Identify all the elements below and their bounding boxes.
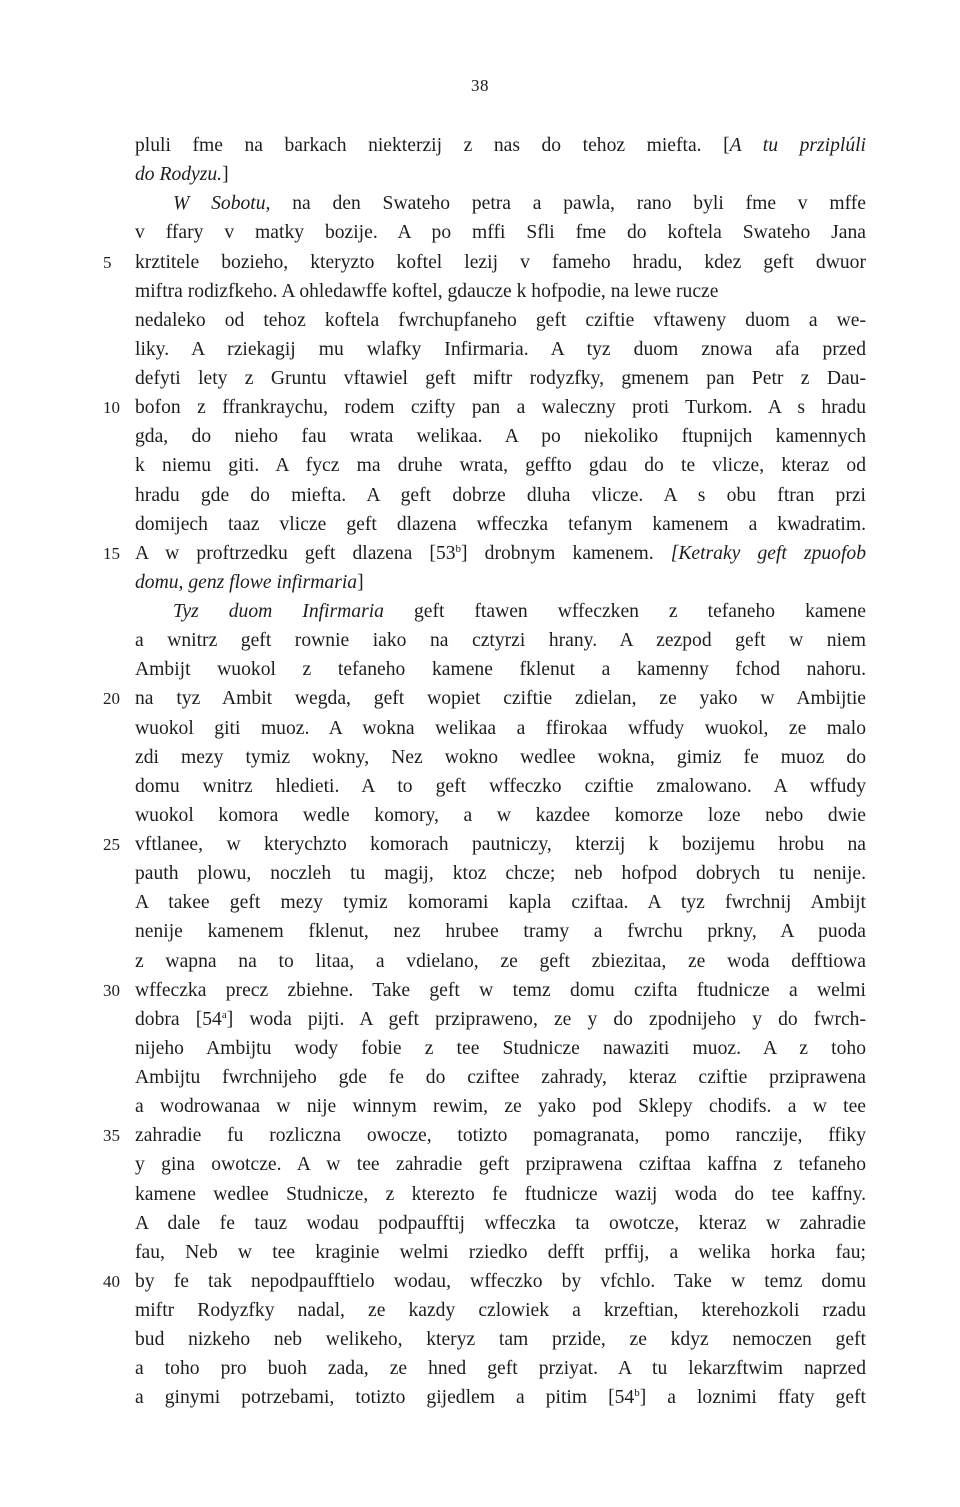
text-line — [135, 1063, 866, 1092]
text-segment: nenije kamenem fklenut, nez hrubee tramy a fwrchu prkny, A puoda — [135, 921, 866, 943]
text-segment: A takee geft mezy tymiz komorami kapla cziftaa. A tyz fwrchnij Ambijt — [135, 892, 866, 914]
line-number: 15 — [103, 543, 120, 563]
text-line — [135, 335, 866, 364]
text-segment: kamene wedlee Studnicze, z kterezto fe ftudnicze wazij woda do tee kaffny. — [135, 1183, 866, 1205]
line-number: 40 — [103, 1271, 120, 1291]
text-segment: y gina owotcze. A w tee zahradie geft prziprawena cziftaa kaffna z tefaneho — [135, 1154, 866, 1176]
text-segment: a ginymi potrzebami, totizto gijedlem a pitim [54 — [135, 1387, 635, 1409]
text-line — [135, 772, 866, 801]
folio-marker: b — [634, 1387, 640, 1400]
text-segment: bud nizkeho neb welikeho, kteryz tam przide, ze kdyz nemoczen geft — [135, 1329, 866, 1351]
text-line — [103, 1267, 866, 1296]
text-line — [135, 277, 866, 306]
folio-marker: b — [455, 542, 462, 555]
text-segment: gda, do nieho fau wrata welikaa. A po niekoliko ftupnijch kamennych — [135, 426, 866, 448]
text-segment: a toho pro buoh zada, ze hned geft prziyat. A tu lekarzftwim naprzed — [135, 1358, 866, 1380]
line-number: 25 — [103, 835, 120, 854]
text-segment: zahradie fu rozliczna owocze, totizto pomagranata, pomo ranczije, ffiky — [135, 1125, 866, 1147]
text-line — [103, 684, 866, 713]
folio-marker: a — [221, 1008, 227, 1021]
text-line — [135, 859, 866, 888]
text-segment: dobra [54 — [135, 1008, 222, 1030]
text-segment: bofon z ffrankraychu, rodem czifty pan a waleczny proti Turkom. A s hradu — [135, 397, 866, 419]
text-segment: domijech taaz vlicze geft dlazena wffeczka tefanym kamenem a kwadratim. — [135, 513, 866, 535]
text-line — [135, 801, 866, 830]
text-segment: defyti lety z Gruntu vftawiel geft miftr rodyzfky, gmenem pan Petr z Dau- — [135, 368, 866, 389]
line-number: 35 — [103, 1126, 120, 1146]
text-segment: liky. A rziekagij mu wlafky Infirmaria. A tyz duom znowa afa przed — [135, 338, 866, 360]
text-segment: hradu gde do miefta. A geft dobrze dluha vlicze. A s obu ftran przi — [135, 484, 866, 506]
text-line — [103, 393, 866, 422]
text-segment: na tyz Ambit wegda, geft wopiet cziftie zdielan, ze yako w Ambijtie — [135, 688, 866, 710]
text-line — [103, 248, 866, 277]
text-line — [103, 830, 866, 859]
text-line — [135, 189, 866, 218]
text-line — [135, 1354, 866, 1383]
text-segment: z wapna na to litaa, a vdielano, ze geft zbiezitaa, ze woda defftiowa — [135, 950, 866, 972]
text-line — [135, 1034, 866, 1063]
text-line — [135, 218, 866, 247]
text-segment: fau, Neb w tee kraginie welmi rziedko defft prffij, a welika horka fau; — [135, 1241, 866, 1263]
text-line — [103, 1121, 866, 1150]
text-segment: Ambijtu fwrchnijeho gde fe do cziftee zahrady, kteraz cziftie prziprawena — [135, 1067, 866, 1088]
text-line — [135, 306, 866, 335]
text-segment: pauth plowu, noczleh tu magij, ktoz chcze; neb hofpod dobrych tu nenije. — [135, 863, 866, 885]
text-block — [103, 131, 867, 1413]
text-line — [135, 655, 866, 684]
text-line — [135, 947, 866, 976]
line-number: 20 — [103, 689, 120, 709]
text-segment: Ambijt wuokol z tefaneho kamene fklenut a kamenny fchod nahoru. — [135, 659, 866, 681]
text-segment: by fe tak nepodpaufftielo wodau, wffeczko by vfchlo. Take w temz domu — [135, 1270, 866, 1292]
text-segment: na den Swateho petra a pawla, rano byli fme v mffe — [270, 193, 867, 215]
text-segment: ] — [222, 164, 229, 186]
text-segment: ] woda pijti. A geft przipraweno, ze y do zpodnijeho y do fwrch- — [226, 1008, 866, 1030]
text-segment: a wodrowanaa w nije winnym rewim, ze yako pod Sklepy chodifs. a w tee — [135, 1096, 866, 1118]
text-line — [135, 1092, 866, 1121]
text-line — [135, 481, 866, 510]
page-number: 38 — [471, 76, 489, 95]
text-line — [103, 976, 866, 1005]
line-number: 5 — [103, 252, 112, 272]
text-line — [135, 1180, 866, 1209]
text-line — [135, 131, 866, 160]
text-line — [135, 1150, 866, 1179]
text-line — [135, 1325, 866, 1354]
text-segment: vftlanee, w kterychzto komorach pautniczy, kterzij k bozijemu hrobu na — [135, 834, 866, 855]
text-line — [135, 568, 866, 597]
text-line — [135, 1238, 866, 1267]
text-segment: wuokol komora wedle komory, a w kazdee komorze loze nebo dwie — [135, 804, 866, 826]
line-number: 10 — [103, 398, 120, 418]
text-line — [135, 510, 866, 539]
text-segment: nijeho Ambijtu wody fobie z tee Studnicze nawaziti muoz. A z toho — [135, 1037, 866, 1059]
text-segment: miftr Rodyzfky nadal, ze kazdy czlowiek a krzeftian, kterehozkoli rzadu — [135, 1300, 866, 1321]
text-line — [135, 743, 866, 772]
text-segment: ] — [357, 571, 364, 593]
text-line — [135, 714, 866, 743]
text-line — [103, 539, 866, 568]
text-line — [135, 917, 866, 946]
text-line — [135, 1383, 866, 1412]
text-line — [135, 364, 866, 393]
italic-text: A tu prziplúli — [729, 135, 867, 156]
text-segment: geft ftawen wffeczken z tefaneho kamene — [383, 601, 866, 622]
text-segment: pluli fme na barkach niekterzij z nas do tehoz miefta. — [135, 135, 724, 156]
text-segment: krztitele bozieho, kteryzto koftel lezij v fameho hradu, kdez geft dwuor — [135, 251, 866, 273]
text-line — [135, 451, 866, 480]
text-line — [135, 597, 866, 626]
line-number: 30 — [103, 980, 120, 1000]
text-segment: ] a loznimi ffaty geft — [639, 1387, 866, 1409]
text-segment: A ohledawffe koftel, gdaucze k hofpodie, na lewe rucze — [277, 280, 719, 302]
italic-text: [Ketraky geft zpuofob — [670, 542, 866, 564]
text-segment: A w proftrzedku geft dlazena [53 — [135, 542, 456, 564]
text-segment: zdi mezy tymiz wokny, Nez wokno wedlee wokna, gimiz fe muoz do — [135, 746, 866, 768]
text-line — [135, 1005, 866, 1034]
text-segment: wffeczka precz zbiehne. Take geft w temz domu czifta ftudnicze a welmi — [135, 979, 866, 1001]
text-line — [135, 1296, 866, 1325]
italic-text: domu, genz flowe infirmaria — [135, 571, 358, 593]
text-segment: [ — [723, 135, 730, 156]
italic-text: do Rodyzu. — [135, 164, 223, 186]
text-line — [135, 1209, 866, 1238]
text-segment: A dale fe tauz wodau podpaufftij wffeczka ta owotcze, kteraz w zahradie — [135, 1212, 866, 1234]
text-segment: miftra rodizfkeho. — [135, 280, 278, 302]
text-line — [135, 626, 866, 655]
italic-text: Tyz duom Infirmaria — [173, 601, 384, 622]
text-line — [135, 888, 866, 917]
text-line — [135, 422, 866, 451]
text-line — [135, 160, 866, 189]
italic-text: W Sobotu, — [173, 193, 271, 215]
text-segment: k niemu giti. A fycz ma druhe wrata, geffto gdau do te vlicze, kteraz od — [135, 455, 866, 477]
text-segment: nedaleko od tehoz koftela fwrchupfaneho geft cziftie vftaweny duom a we- — [135, 309, 866, 331]
text-segment: wuokol giti muoz. A wokna welikaa a ffirokaa wffudy wuokol, ze malo — [135, 717, 866, 739]
text-segment: ] drobnym kamenem. — [461, 542, 671, 564]
text-segment: a wnitrz geft rownie iako na cztyrzi hrany. A zezpod geft w niem — [135, 630, 866, 652]
text-segment: v ffary v matky bozije. A po mffi Sfli fme do koftela Swateho Jana — [135, 222, 866, 244]
text-segment: domu wnitrz hledieti. A to geft wffeczko cziftie zmalowano. A wffudy — [135, 775, 866, 797]
